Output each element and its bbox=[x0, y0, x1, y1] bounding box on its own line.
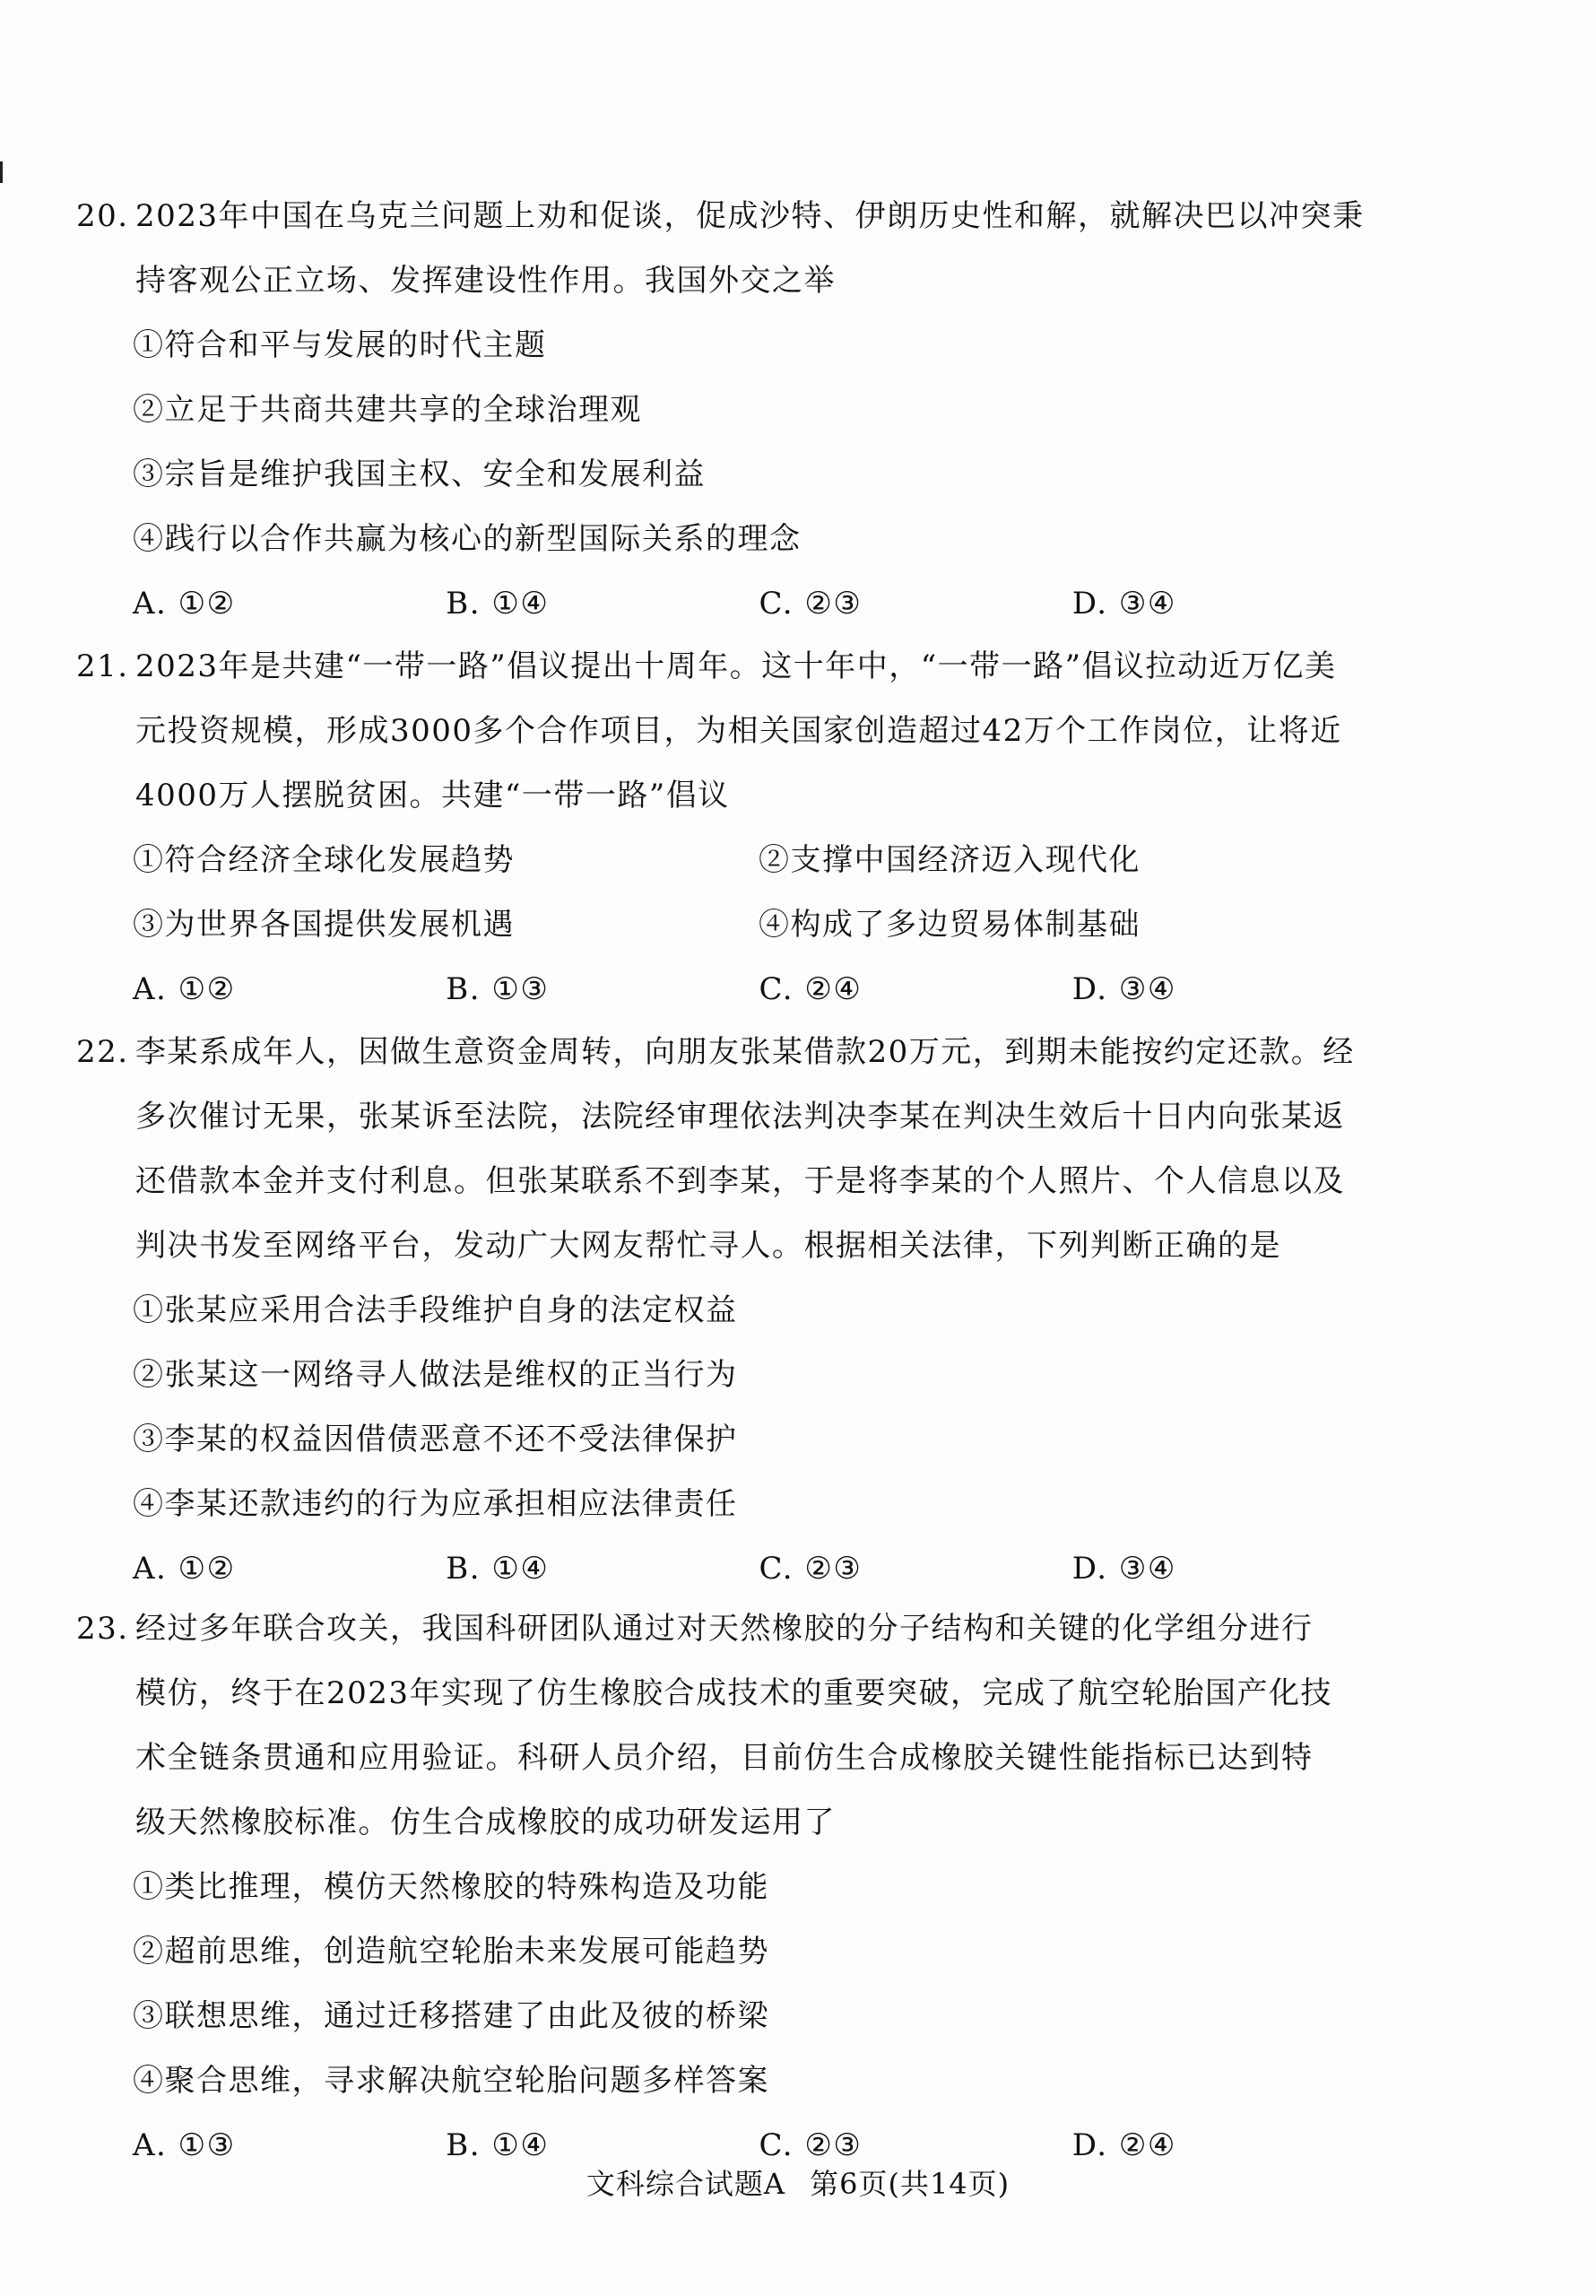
statement-option: ②张某这一网络寻人做法是维权的正当行为 bbox=[133, 1357, 738, 1393]
answer-choices bbox=[133, 957, 1385, 1022]
stem-line: 经过多年联合攻关，我国科研团队通过对天然橡胶的分子结构和关键的化学组分进行 bbox=[135, 1611, 1314, 1647]
stem-line: 李某系成年人，因做生意资金周转，向朋友张某借款20万元，到期未能按约定还款。经 bbox=[135, 1034, 1355, 1070]
stem-line: 模仿，终于在2023年实现了仿生橡胶合成技术的重要突破，完成了航空轮胎国产化技 bbox=[135, 1675, 1333, 1711]
question-number: 23. bbox=[76, 1611, 129, 1647]
stem-line: 4000万人摆脱贫困。共建“一带一路”倡议 bbox=[135, 778, 730, 813]
stem-line: 持客观公正立场、发挥建设性作用。我国外交之举 bbox=[135, 263, 836, 299]
choice-b: B. ①④ bbox=[446, 1551, 550, 1587]
question-23 bbox=[76, 1596, 1385, 2178]
statement-option: ①类比推理，模仿天然橡胶的特殊构造及功能 bbox=[133, 1869, 769, 1905]
stem-line: 2023年中国在乌克兰问题上劝和促谈，促成沙特、伊朗历史性和解，就解决巴以冲突秉 bbox=[135, 198, 1365, 234]
statement-option: ④构成了多边贸易体制基础 bbox=[759, 907, 1141, 943]
page-footer bbox=[0, 2161, 1596, 2203]
question-number: 21. bbox=[76, 648, 129, 684]
footer-page-number: 第6页(共14页) bbox=[810, 2167, 1011, 2201]
question-number: 22. bbox=[76, 1034, 129, 1070]
answer-choices bbox=[133, 571, 1385, 636]
choice-b: B. ①③ bbox=[446, 971, 550, 1007]
statement-option: ②立足于共商共建共享的全球治理观 bbox=[133, 392, 642, 428]
stem-line: 判决书发至网络平台，发动广大网友帮忙寻人。根据相关法律，下列判断正确的是 bbox=[135, 1228, 1281, 1264]
choice-a: A. ①③ bbox=[133, 2127, 236, 2163]
question-stem bbox=[76, 184, 1385, 248]
question-stem bbox=[76, 1020, 1385, 1084]
choice-b: B. ①④ bbox=[446, 586, 550, 622]
answer-choices bbox=[133, 1536, 1385, 1601]
question-21 bbox=[76, 634, 1385, 1022]
statement-option: ③宗旨是维护我国主权、安全和发展利益 bbox=[133, 457, 706, 492]
statement-option: ④聚合思维，寻求解决航空轮胎问题多样答案 bbox=[133, 2063, 769, 2099]
statement-option: ③李某的权益因借债恶意不还不受法律保护 bbox=[133, 1422, 738, 1457]
statement-option: ②超前思维，创造航空轮胎未来发展可能趋势 bbox=[133, 1934, 769, 1970]
statement-option: ④李某还款违约的行为应承担相应法律责任 bbox=[133, 1486, 738, 1522]
question-stem bbox=[76, 634, 1385, 699]
choice-c: C. ②③ bbox=[759, 2127, 863, 2163]
stem-line: 多次催讨无果，张某诉至法院，法院经审理依法判决李某在判决生效后十日内向张某返 bbox=[135, 1099, 1345, 1135]
scan-edge-mark bbox=[0, 161, 3, 183]
statement-option: ②支撑中国经济迈入现代化 bbox=[759, 842, 1141, 878]
choice-c: C. ②④ bbox=[759, 971, 863, 1007]
choice-a: A. ①② bbox=[133, 586, 236, 622]
footer-subject: 文科综合试题A bbox=[585, 2167, 785, 2201]
choice-b: B. ①④ bbox=[446, 2127, 550, 2163]
choice-d: D. ②④ bbox=[1071, 2127, 1176, 2163]
stem-line: 2023年是共建“一带一路”倡议提出十周年。这十年中，“一带一路”倡议拉动近万亿美 bbox=[135, 648, 1337, 684]
statement-option: ③为世界各国提供发展机遇 bbox=[133, 907, 515, 943]
question-22 bbox=[76, 1020, 1385, 1601]
choice-c: C. ②③ bbox=[759, 586, 863, 622]
choice-a: A. ①② bbox=[133, 1551, 236, 1587]
choice-d: D. ③④ bbox=[1071, 1551, 1176, 1587]
statement-option: ③联想思维，通过迁移搭建了由此及彼的桥梁 bbox=[133, 1998, 769, 2034]
question-20 bbox=[76, 184, 1385, 636]
question-stem bbox=[76, 1596, 1385, 1661]
stem-line: 术全链条贯通和应用验证。科研人员介绍，目前仿生合成橡胶关键性能指标已达到特 bbox=[135, 1740, 1314, 1776]
stem-line: 级天然橡胶标准。仿生合成橡胶的成功研发运用了 bbox=[135, 1805, 836, 1840]
statement-option: ①张某应采用合法手段维护自身的法定权益 bbox=[133, 1292, 738, 1328]
statement-option: ①符合和平与发展的时代主题 bbox=[133, 327, 547, 363]
statement-option: ①符合经济全球化发展趋势 bbox=[133, 842, 515, 878]
choice-d: D. ③④ bbox=[1071, 971, 1176, 1007]
choice-d: D. ③④ bbox=[1071, 586, 1176, 622]
question-number: 20. bbox=[76, 198, 129, 234]
choice-a: A. ①② bbox=[133, 971, 236, 1007]
statement-option: ④践行以合作共赢为核心的新型国际关系的理念 bbox=[133, 521, 802, 557]
stem-line: 还借款本金并支付利息。但张某联系不到李某，于是将李某的个人照片、个人信息以及 bbox=[135, 1163, 1345, 1199]
statement-options-grid bbox=[133, 828, 1385, 957]
stem-line: 元投资规模，形成3000多个合作项目，为相关国家创造超过42万个工作岗位，让将近 bbox=[135, 713, 1342, 749]
choice-c: C. ②③ bbox=[759, 1551, 863, 1587]
